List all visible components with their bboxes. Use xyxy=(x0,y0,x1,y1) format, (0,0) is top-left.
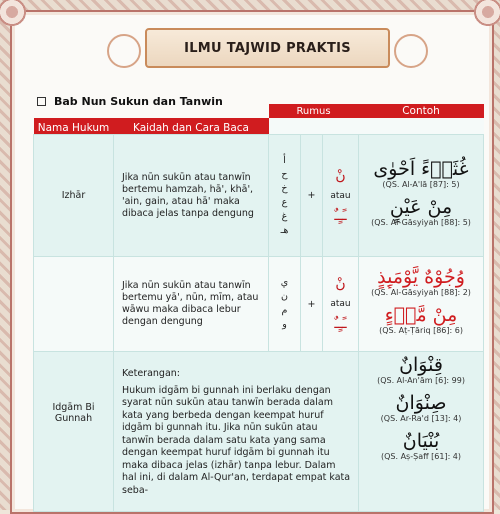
header-kaidah: Kaidah dan Cara Baca xyxy=(114,118,269,135)
tanwin: ـًـٍـٌ xyxy=(334,316,347,332)
header-nama-hukum: Nama Hukum xyxy=(34,118,114,135)
kaidah-text: Jika nūn sukūn atau tanwīn bertemu yā', nūn, mīm, atau wāwu maka dibaca lebur dengan dengung xyxy=(122,280,259,327)
table-row xyxy=(34,135,484,257)
atau-label: atau xyxy=(330,190,351,201)
huruf: أ xyxy=(283,154,286,166)
hukum-name: Izhār xyxy=(34,135,114,257)
keterangan-label: Keterangan: xyxy=(122,368,180,379)
huruf: هـ xyxy=(280,224,289,236)
section-title: Bab Nun Sukun dan Tanwin xyxy=(54,95,223,108)
huruf-list xyxy=(269,257,301,352)
huruf: م xyxy=(281,305,288,316)
example-ref: (QS. Al-An'ām [6]: 99) xyxy=(377,376,465,385)
nun-sukun-tanwin xyxy=(323,135,359,257)
example-arabic xyxy=(359,266,483,288)
huruf: ع xyxy=(281,196,288,208)
header-contoh: Contoh xyxy=(359,104,484,118)
hukum-name xyxy=(34,257,114,352)
huruf-list xyxy=(269,135,301,257)
example-arabic: صِنْوَانٌ xyxy=(395,392,447,414)
example-arabic: قِنْوَانٌ xyxy=(399,354,443,376)
huruf: غ xyxy=(281,210,288,222)
huruf: ن xyxy=(281,291,288,302)
example-ref: (QS. Ar-Ra'd [13]: 4) xyxy=(380,414,462,423)
chapter-title: ILMU TAJWID PRAKTIS xyxy=(184,40,351,56)
example-arabic-text: وُجُوْهٌ يَّوْمَىِٕذٍ xyxy=(377,266,465,288)
huruf: خ xyxy=(281,182,288,194)
tanwin: ـًـٍـٌ xyxy=(334,207,347,224)
keterangan-text: Hukum idgām bi gunnah ini berlaku dengan syarat nūn sukūn atau tanwīn berada dalam kata yang berbeda dengan keempat huruf idgām bi gunnah itu. Jika nūn sukūn atau tanwīn berada dalam satu kata yang sama dengan keempat huruf idgām bi gunnah itu maka dibaca jelas (izhār) tanpa lebur. Dalam hal ini, di dalam Al-Qur'an, terdapat empat kata seba- xyxy=(122,384,351,496)
table-row xyxy=(34,352,484,512)
example-arabic: بُنْيَانٌ xyxy=(402,430,440,452)
tajwid-table xyxy=(33,104,484,512)
plus-sign: + xyxy=(301,135,323,257)
kaidah-text xyxy=(114,135,269,257)
example-ref: (QS. Al-Gāsyiyah [88]: 2) xyxy=(371,288,471,297)
atau-label: atau xyxy=(330,299,351,309)
nun-sukun-tanwin xyxy=(323,257,359,352)
hukum-name: Idgām Bi Gunnah xyxy=(34,352,114,512)
example-arabic: غُثَاۤءً اَحْوٰى xyxy=(373,157,469,180)
kaidah-text: Jika nūn sukūn atau tanwīn bertemu hamzah, hā', khā', 'ain, gain, atau hā' maka dibaca jelas tanpa dengung xyxy=(122,171,254,219)
nun-sukun: نْ xyxy=(335,276,346,292)
example-arabic-text: مِنْ مَّاۤءٍ xyxy=(384,304,458,326)
example-ref: (QS. Aṭ-Ṭāriq [86]: 6) xyxy=(379,326,463,335)
example-ref: (QS. Al-A'lā [87]: 5) xyxy=(382,179,460,189)
plus-sign: + xyxy=(301,257,323,352)
chapter-banner xyxy=(145,28,390,68)
table-row xyxy=(34,257,484,352)
kaidah-text xyxy=(114,257,269,352)
header-rumus: Rumus xyxy=(269,104,359,118)
huruf: و xyxy=(282,319,287,330)
huruf: ح xyxy=(281,168,288,180)
example-ref: (QS. Aṣ-Ṣaff [61]: 4) xyxy=(381,452,462,461)
contoh-cell xyxy=(359,352,484,512)
keterangan-block xyxy=(114,352,359,512)
example-ref: (QS. Al-Gāsyiyah [88]: 5) xyxy=(371,217,471,227)
huruf: ي xyxy=(280,277,289,288)
contoh-cell xyxy=(359,135,484,257)
contoh-cell xyxy=(359,257,484,352)
example-arabic: مِنْ عَيْنٍ xyxy=(389,195,453,218)
nun-sukun: نْ xyxy=(335,167,346,184)
example-arabic xyxy=(359,304,483,326)
